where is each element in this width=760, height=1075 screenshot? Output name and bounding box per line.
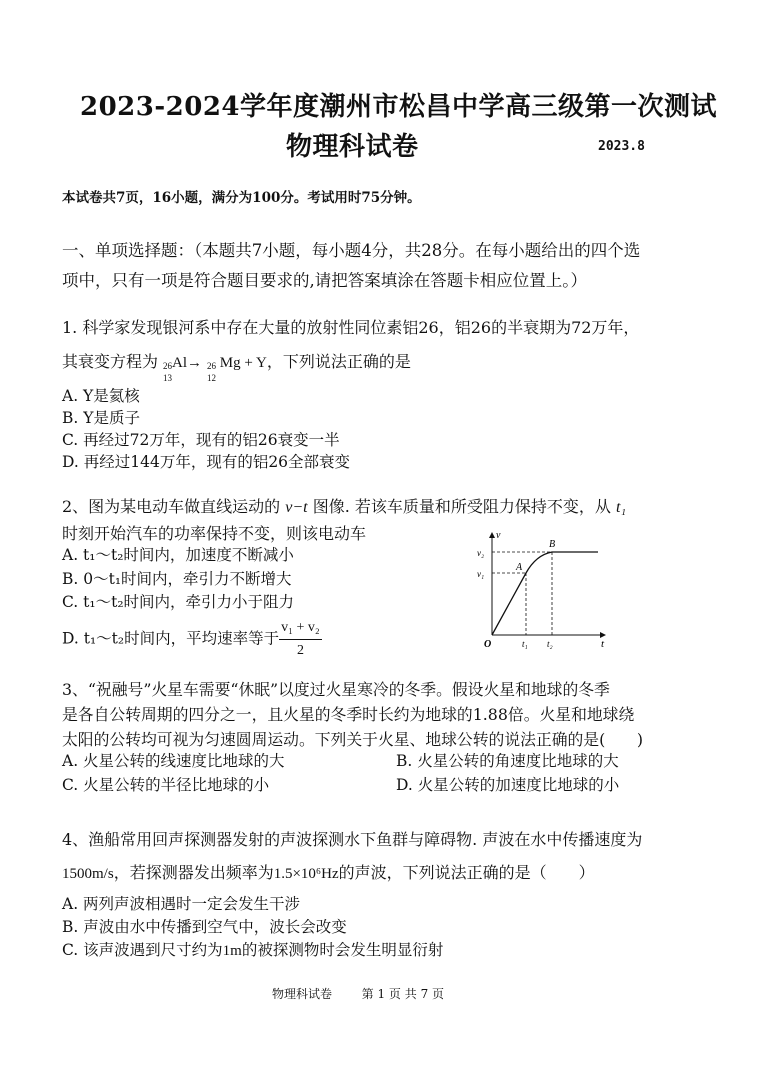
mg-symbol: Mg: [219, 355, 241, 371]
al-mass-number: 26: [163, 361, 173, 371]
footer-page-number: 第 1 页 共 7 页: [361, 987, 445, 1001]
q2-option-a: A. t₁～t₂时间内，加速度不断减小: [62, 546, 294, 564]
footer-subject: 物理科试卷: [272, 987, 333, 1001]
v-axis-label: v: [496, 530, 501, 541]
point-b-label: B: [549, 539, 556, 550]
t-axis-label: t: [601, 638, 605, 650]
q4-option-c: [62, 939, 443, 963]
velocity-curve: [492, 552, 598, 635]
section-heading-line1: 一、单项选择题：（本题共7小题，每小题4分，共28分。在每小题给出的四个选: [62, 241, 641, 260]
q1-stem-line2: [62, 347, 639, 383]
sound-frequency: 1.5×10⁶Hz: [273, 866, 339, 882]
q1-stem-line1: 1. 科学家发现银河系中存在大量的放射性同位素铝26，铝26的半衰期为72万年，: [62, 318, 640, 337]
t2-label: t₂: [547, 639, 553, 649]
q2-option-d-text: D. t₁～t₂时间内，平均速率等于: [62, 629, 280, 648]
q1-option-b: B. Y是质子: [62, 409, 140, 427]
plus-symbol: +: [244, 355, 253, 371]
y-symbol: Y: [256, 355, 267, 371]
q2-option-b: B. 0～t₁时间内，牵引力不断增大: [62, 569, 292, 588]
q4-option-b: B. 声波由水中传播到空气中，波长会改变: [62, 918, 347, 936]
q2-stem-line1: [62, 494, 626, 521]
object-size: 1m: [222, 943, 242, 959]
q1-option-d: D. 再经过144万年，现有的铝26全部衰变: [62, 453, 351, 471]
fraction-denominator: 2: [296, 643, 304, 658]
question-4: [62, 825, 642, 889]
exam-date: 2023.8: [598, 139, 645, 154]
q4-stem-line2: [62, 858, 642, 889]
q4-stem-part-d: 的声波，下列说法正确的是（ ）: [338, 863, 595, 882]
v1-label: v₁: [477, 569, 485, 579]
sound-speed: 1500m/s: [62, 866, 114, 882]
origin-label: O: [484, 639, 492, 650]
q3-option-d: D. 火星公转的加速度比地球的小: [396, 776, 620, 794]
q3-option-a: A. 火星公转的线速度比地球的大: [62, 752, 285, 770]
q4-option-a: A. 两列声波相遇时一定会发生干涉: [62, 895, 301, 913]
question-3: [62, 677, 643, 752]
q1-stem-suffix: ，下列说法正确的是: [266, 352, 411, 371]
exam-intro: 本试卷共7页，16小题，满分为100分。考试用时75分钟。: [62, 190, 421, 206]
vt-symbol: v−t: [285, 499, 308, 516]
exam-title-line1: 2023-2024学年度潮州市松昌中学高三级第一次测试: [80, 92, 718, 122]
t1-label: t₁: [522, 639, 528, 649]
q4-stem-part-b: ，若探测器发出频率为: [113, 863, 274, 882]
average-velocity-fraction: [279, 617, 322, 662]
q1-option-c: C. 再经过72万年，现有的铝26衰变一半: [62, 431, 340, 449]
q2-stem-part-a: 2、图为某电动车做直线运动的: [62, 497, 281, 516]
q1-options: [62, 385, 350, 473]
q3-options-left: [62, 749, 285, 797]
q2-option-c: C. t₁～t₂时间内，牵引力小于阻力: [62, 593, 295, 611]
fraction-numerator: v₁ + v₂: [279, 617, 322, 640]
q3-stem-line2: 是各自公转周期的四分之一，且火星的冬季时长约为地球的1.88倍。火星和地球绕: [62, 705, 635, 724]
arrow-symbol: →: [187, 355, 203, 371]
vt-graph: [470, 525, 620, 655]
section-heading: [62, 236, 640, 296]
q3-stem-line1: 3、“祝融号”火星车需要“休眠”以度过火星寒冷的冬季。假设火星和地球的冬季: [62, 680, 610, 699]
al-symbol: Al: [172, 355, 188, 371]
q3-option-b: B. 火星公转的角速度比地球的大: [396, 752, 619, 770]
exam-title-line2: 物理科试卷: [286, 132, 419, 162]
mg-atomic-number: 12: [207, 373, 217, 383]
v2-label: v₂: [477, 548, 485, 558]
q2-option-d: [62, 617, 322, 662]
al-atomic-number: 13: [163, 373, 173, 383]
q3-stem-line3: 太阳的公转均可视为匀速圆周运动。下列关于火星、地球公转的说法正确的是( ): [62, 730, 644, 749]
q2-stem-part-b: 图像. 若该车质量和所受阻力保持不变，从: [312, 497, 611, 516]
q2-options: [62, 544, 294, 615]
q3-options-right: [396, 749, 619, 797]
t1-symbol: t₁: [616, 499, 627, 516]
section-heading-line2: 项中，只有一项是符合题目要求的,请把答案填涂在答题卡相应位置上。）: [62, 271, 587, 290]
q2-stem-line2: 时刻开始汽车的功率保持不变，则该电动车: [62, 524, 367, 543]
page-footer: [272, 985, 444, 1002]
decay-equation: [158, 355, 267, 383]
question-1: [62, 313, 640, 383]
q4-option-c-part-a: C. 该声波遇到尺寸约为: [62, 941, 223, 959]
mg-mass-number: 26: [207, 361, 217, 371]
q1-option-a: A. Y是氦核: [62, 387, 140, 405]
q4-options: [62, 893, 443, 963]
q4-option-c-part-c: 的被探测物时会发生明显衍射: [241, 941, 444, 959]
q3-option-c: C. 火星公转的半径比地球的小: [62, 776, 270, 794]
q4-stem-line1: 4、渔船常用回声探测器发射的声波探测水下鱼群与障碍物. 声波在水中传播速度为: [62, 830, 643, 849]
point-a-label: A: [516, 562, 523, 573]
q1-stem-prefix: 其衰变方程为: [62, 352, 159, 371]
